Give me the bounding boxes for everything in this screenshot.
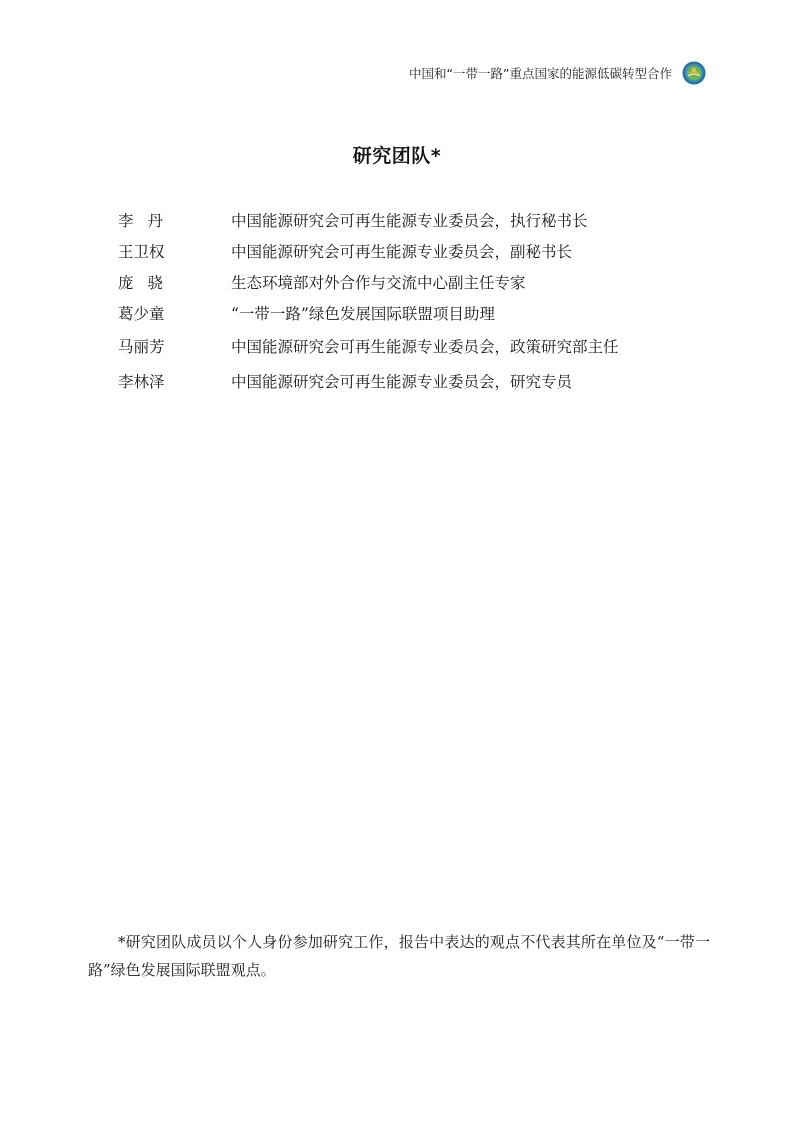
team-member [118,208,718,234]
member-name: 庞骁 [118,274,178,292]
team-member [118,270,718,296]
team-member [118,239,718,265]
member-name: 葛少童 [118,305,165,323]
member-name: 王卫权 [118,243,165,261]
member-role: 中国能源研究会可再生能源专业委员会，执行秘书长 [231,212,588,230]
member-role: 中国能源研究会可再生能源专业委员会，副秘书长 [231,243,573,261]
team-member [118,301,718,327]
member-name: 马丽芳 [118,338,165,356]
team-member [118,369,718,395]
member-name: 李林泽 [118,373,165,391]
brig-alliance-logo-icon [682,61,706,85]
running-header-text: 中国和“一带一路”重点国家的能源低碳转型合作 [409,66,672,81]
member-role: 生态环境部对外合作与交流中心副主任专家 [231,274,526,292]
page-title: 研究团队* [352,145,442,167]
page-header [409,60,706,86]
member-name: 李丹 [118,212,178,230]
team-member [118,334,718,360]
member-role: “一带一路”绿色发展国际联盟项目助理 [231,305,495,323]
member-role: 中国能源研究会可再生能源专业委员会，研究专员 [231,373,573,391]
member-role: 中国能源研究会可再生能源专业委员会，政策研究部主任 [231,338,619,356]
footnote: *研究团队成员以个人身份参加研究工作，报告中表达的观点不代表其所在单位及“一带一路”绿色发展国际联盟观点。 [88,933,710,979]
